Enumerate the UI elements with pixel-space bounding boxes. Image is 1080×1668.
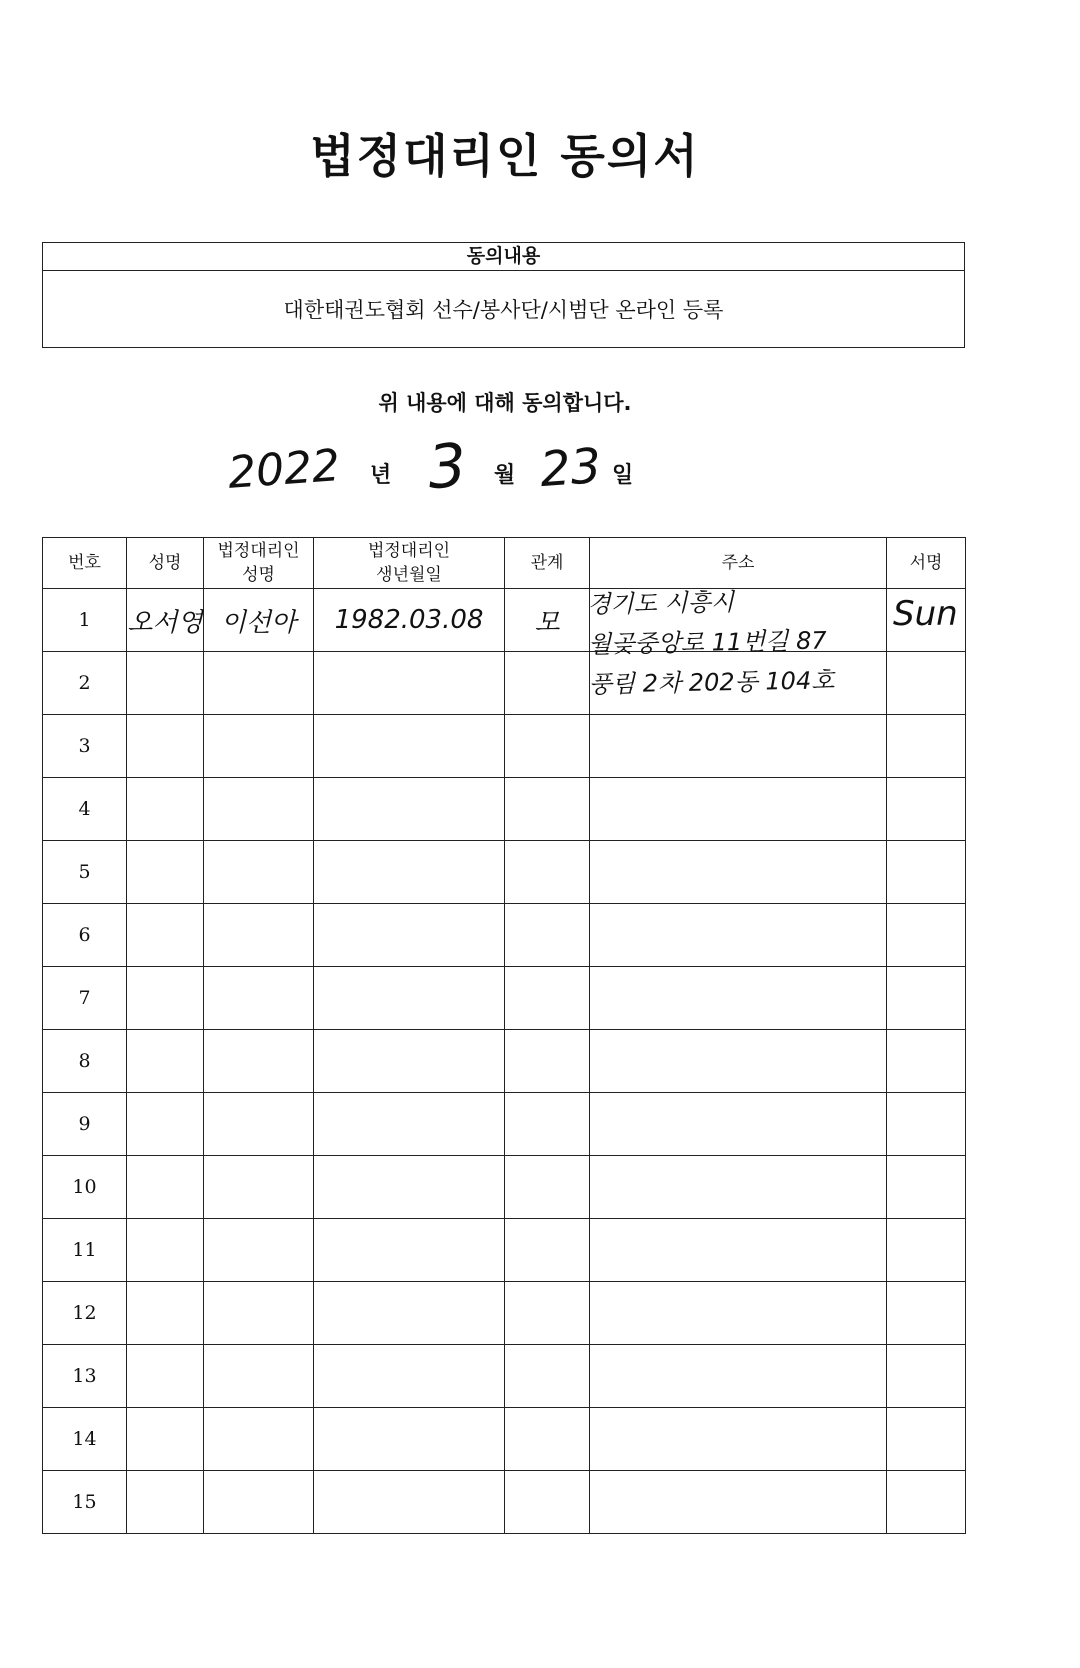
consent-box — [42, 242, 965, 348]
row-name — [127, 1282, 204, 1345]
table-row — [43, 1471, 966, 1534]
date-day-label: 일 — [612, 463, 634, 488]
row-signature — [887, 1156, 966, 1219]
row-address — [590, 841, 887, 904]
table-row — [43, 1345, 966, 1408]
row-guardian-birth: 1982.03.08 — [314, 589, 505, 652]
row-address — [590, 1156, 887, 1219]
consent-body: 대한태권도협회 선수/봉사단/시범단 온라인 등록 — [283, 298, 724, 322]
row-relation — [505, 778, 590, 841]
row-guardian-name — [204, 1282, 314, 1345]
row-guardian-name — [204, 1219, 314, 1282]
address-line-3: 풍림 2차 202동 104호 — [588, 666, 835, 699]
row-address — [590, 1471, 887, 1534]
table-row — [43, 841, 966, 904]
row-name — [127, 904, 204, 967]
row-number: 7 — [43, 967, 127, 1030]
row-guardian-birth — [314, 904, 505, 967]
row-address — [590, 1282, 887, 1345]
table-row — [43, 1093, 966, 1156]
header-guardian-name-line2: 성명 — [242, 565, 275, 585]
consent-header: 동의내용 — [43, 243, 964, 271]
row-guardian-birth — [314, 1345, 505, 1408]
row-signature — [887, 1282, 966, 1345]
table-row — [43, 1408, 966, 1471]
row-guardian-name — [204, 778, 314, 841]
row-name — [127, 652, 204, 715]
row-address — [590, 1030, 887, 1093]
row-relation — [505, 715, 590, 778]
row-relation — [505, 1282, 590, 1345]
row-guardian-birth — [314, 778, 505, 841]
row-number: 4 — [43, 778, 127, 841]
row-address — [590, 1093, 887, 1156]
row-name — [127, 715, 204, 778]
row-guardian-name — [204, 1408, 314, 1471]
header-signature: 서명 — [887, 538, 966, 589]
row-name — [127, 1156, 204, 1219]
agree-statement: 위 내용에 대해 동의합니다. — [378, 391, 632, 415]
row-guardian-birth — [314, 1093, 505, 1156]
row-number: 3 — [43, 715, 127, 778]
row-relation — [505, 1093, 590, 1156]
row-guardian-birth — [314, 1156, 505, 1219]
date-year-label: 년 — [370, 463, 392, 488]
row-number: 9 — [43, 1093, 127, 1156]
row-relation — [505, 1345, 590, 1408]
row-address — [590, 715, 887, 778]
row-guardian-name — [204, 1030, 314, 1093]
table-row — [43, 967, 966, 1030]
row-name — [127, 967, 204, 1030]
row-guardian-birth — [314, 1030, 505, 1093]
row-name — [127, 841, 204, 904]
row-number: 13 — [43, 1345, 127, 1408]
date-year-handwritten: 2022 — [226, 440, 342, 499]
row-relation — [505, 1219, 590, 1282]
row-guardian-name — [204, 967, 314, 1030]
row-relation — [505, 841, 590, 904]
row-guardian-birth — [314, 1408, 505, 1471]
row-address — [590, 967, 887, 1030]
header-guardian-name-line1: 법정대리인 — [217, 541, 300, 561]
row-number: 6 — [43, 904, 127, 967]
date-day-handwritten: 23 — [538, 437, 603, 499]
row-signature — [887, 715, 966, 778]
date-month-label: 월 — [494, 463, 516, 488]
row-name — [127, 1219, 204, 1282]
row-number: 12 — [43, 1282, 127, 1345]
row-relation — [505, 967, 590, 1030]
row-signature — [887, 1219, 966, 1282]
row-guardian-birth — [314, 652, 505, 715]
row-name: 오서영 — [127, 589, 204, 652]
address-line-1: 경기도 시흥시 — [587, 588, 735, 619]
row-relation — [505, 1471, 590, 1534]
header-guardian-birth-line2: 생년월일 — [376, 565, 442, 585]
row-relation — [505, 1408, 590, 1471]
row-number: 11 — [43, 1219, 127, 1282]
row-number: 14 — [43, 1408, 127, 1471]
row-guardian-name — [204, 652, 314, 715]
row-guardian-birth — [314, 841, 505, 904]
row-relation — [505, 1030, 590, 1093]
row-signature — [887, 904, 966, 967]
row-signature — [887, 1345, 966, 1408]
row-guardian-name — [204, 841, 314, 904]
row-number: 15 — [43, 1471, 127, 1534]
header-guardian-birth — [314, 538, 505, 589]
row-name — [127, 1471, 204, 1534]
row-relation — [505, 1156, 590, 1219]
row-name — [127, 778, 204, 841]
row-address — [590, 1219, 887, 1282]
header-guardian-name — [204, 538, 314, 589]
row-address — [590, 778, 887, 841]
date-month-handwritten: 3 — [425, 430, 469, 504]
row-address — [590, 904, 887, 967]
table-row — [43, 1156, 966, 1219]
row-signature — [887, 1471, 966, 1534]
header-no: 번호 — [43, 538, 127, 589]
header-guardian-birth-line1: 법정대리인 — [367, 541, 451, 561]
row-address — [590, 1408, 887, 1471]
address-line-2: 월곶중앙로 11번길 87 — [587, 626, 827, 659]
table-row — [43, 778, 966, 841]
table-row — [43, 1282, 966, 1345]
row-guardian-name: 이선아 — [204, 589, 314, 652]
row-guardian-birth — [314, 715, 505, 778]
handwritten-address — [587, 579, 889, 704]
row-number: 10 — [43, 1156, 127, 1219]
row-signature — [887, 1408, 966, 1471]
table-row — [43, 904, 966, 967]
row-relation — [505, 904, 590, 967]
row-signature — [887, 841, 966, 904]
header-relation: 관계 — [505, 538, 590, 589]
row-relation: 모 — [505, 589, 590, 652]
header-name: 성명 — [127, 538, 204, 589]
row-name — [127, 1345, 204, 1408]
row-name — [127, 1030, 204, 1093]
row-signature — [887, 778, 966, 841]
row-guardian-birth — [314, 1219, 505, 1282]
row-number: 8 — [43, 1030, 127, 1093]
row-guardian-birth — [314, 1282, 505, 1345]
row-guardian-name — [204, 1156, 314, 1219]
header-address: 주소 — [590, 538, 887, 589]
row-guardian-birth — [314, 967, 505, 1030]
row-name — [127, 1093, 204, 1156]
row-relation — [505, 652, 590, 715]
handwritten-signature: Sun — [893, 594, 958, 634]
row-guardian-birth — [314, 1471, 505, 1534]
row-signature — [887, 967, 966, 1030]
table-row — [43, 1030, 966, 1093]
row-guardian-name — [204, 1093, 314, 1156]
page-title: 법정대리인 동의서 — [310, 129, 700, 183]
row-name — [127, 1408, 204, 1471]
row-signature — [887, 1030, 966, 1093]
row-guardian-name — [204, 1471, 314, 1534]
row-number: 5 — [43, 841, 127, 904]
row-number: 2 — [43, 652, 127, 715]
row-guardian-name — [204, 1345, 314, 1408]
row-signature — [887, 1093, 966, 1156]
table-row — [43, 715, 966, 778]
row-address — [590, 1345, 887, 1408]
row-number: 1 — [43, 589, 127, 652]
row-guardian-name — [204, 904, 314, 967]
row-guardian-name — [204, 715, 314, 778]
table-row — [43, 1219, 966, 1282]
date-row — [0, 430, 1080, 510]
row-signature — [887, 652, 966, 715]
